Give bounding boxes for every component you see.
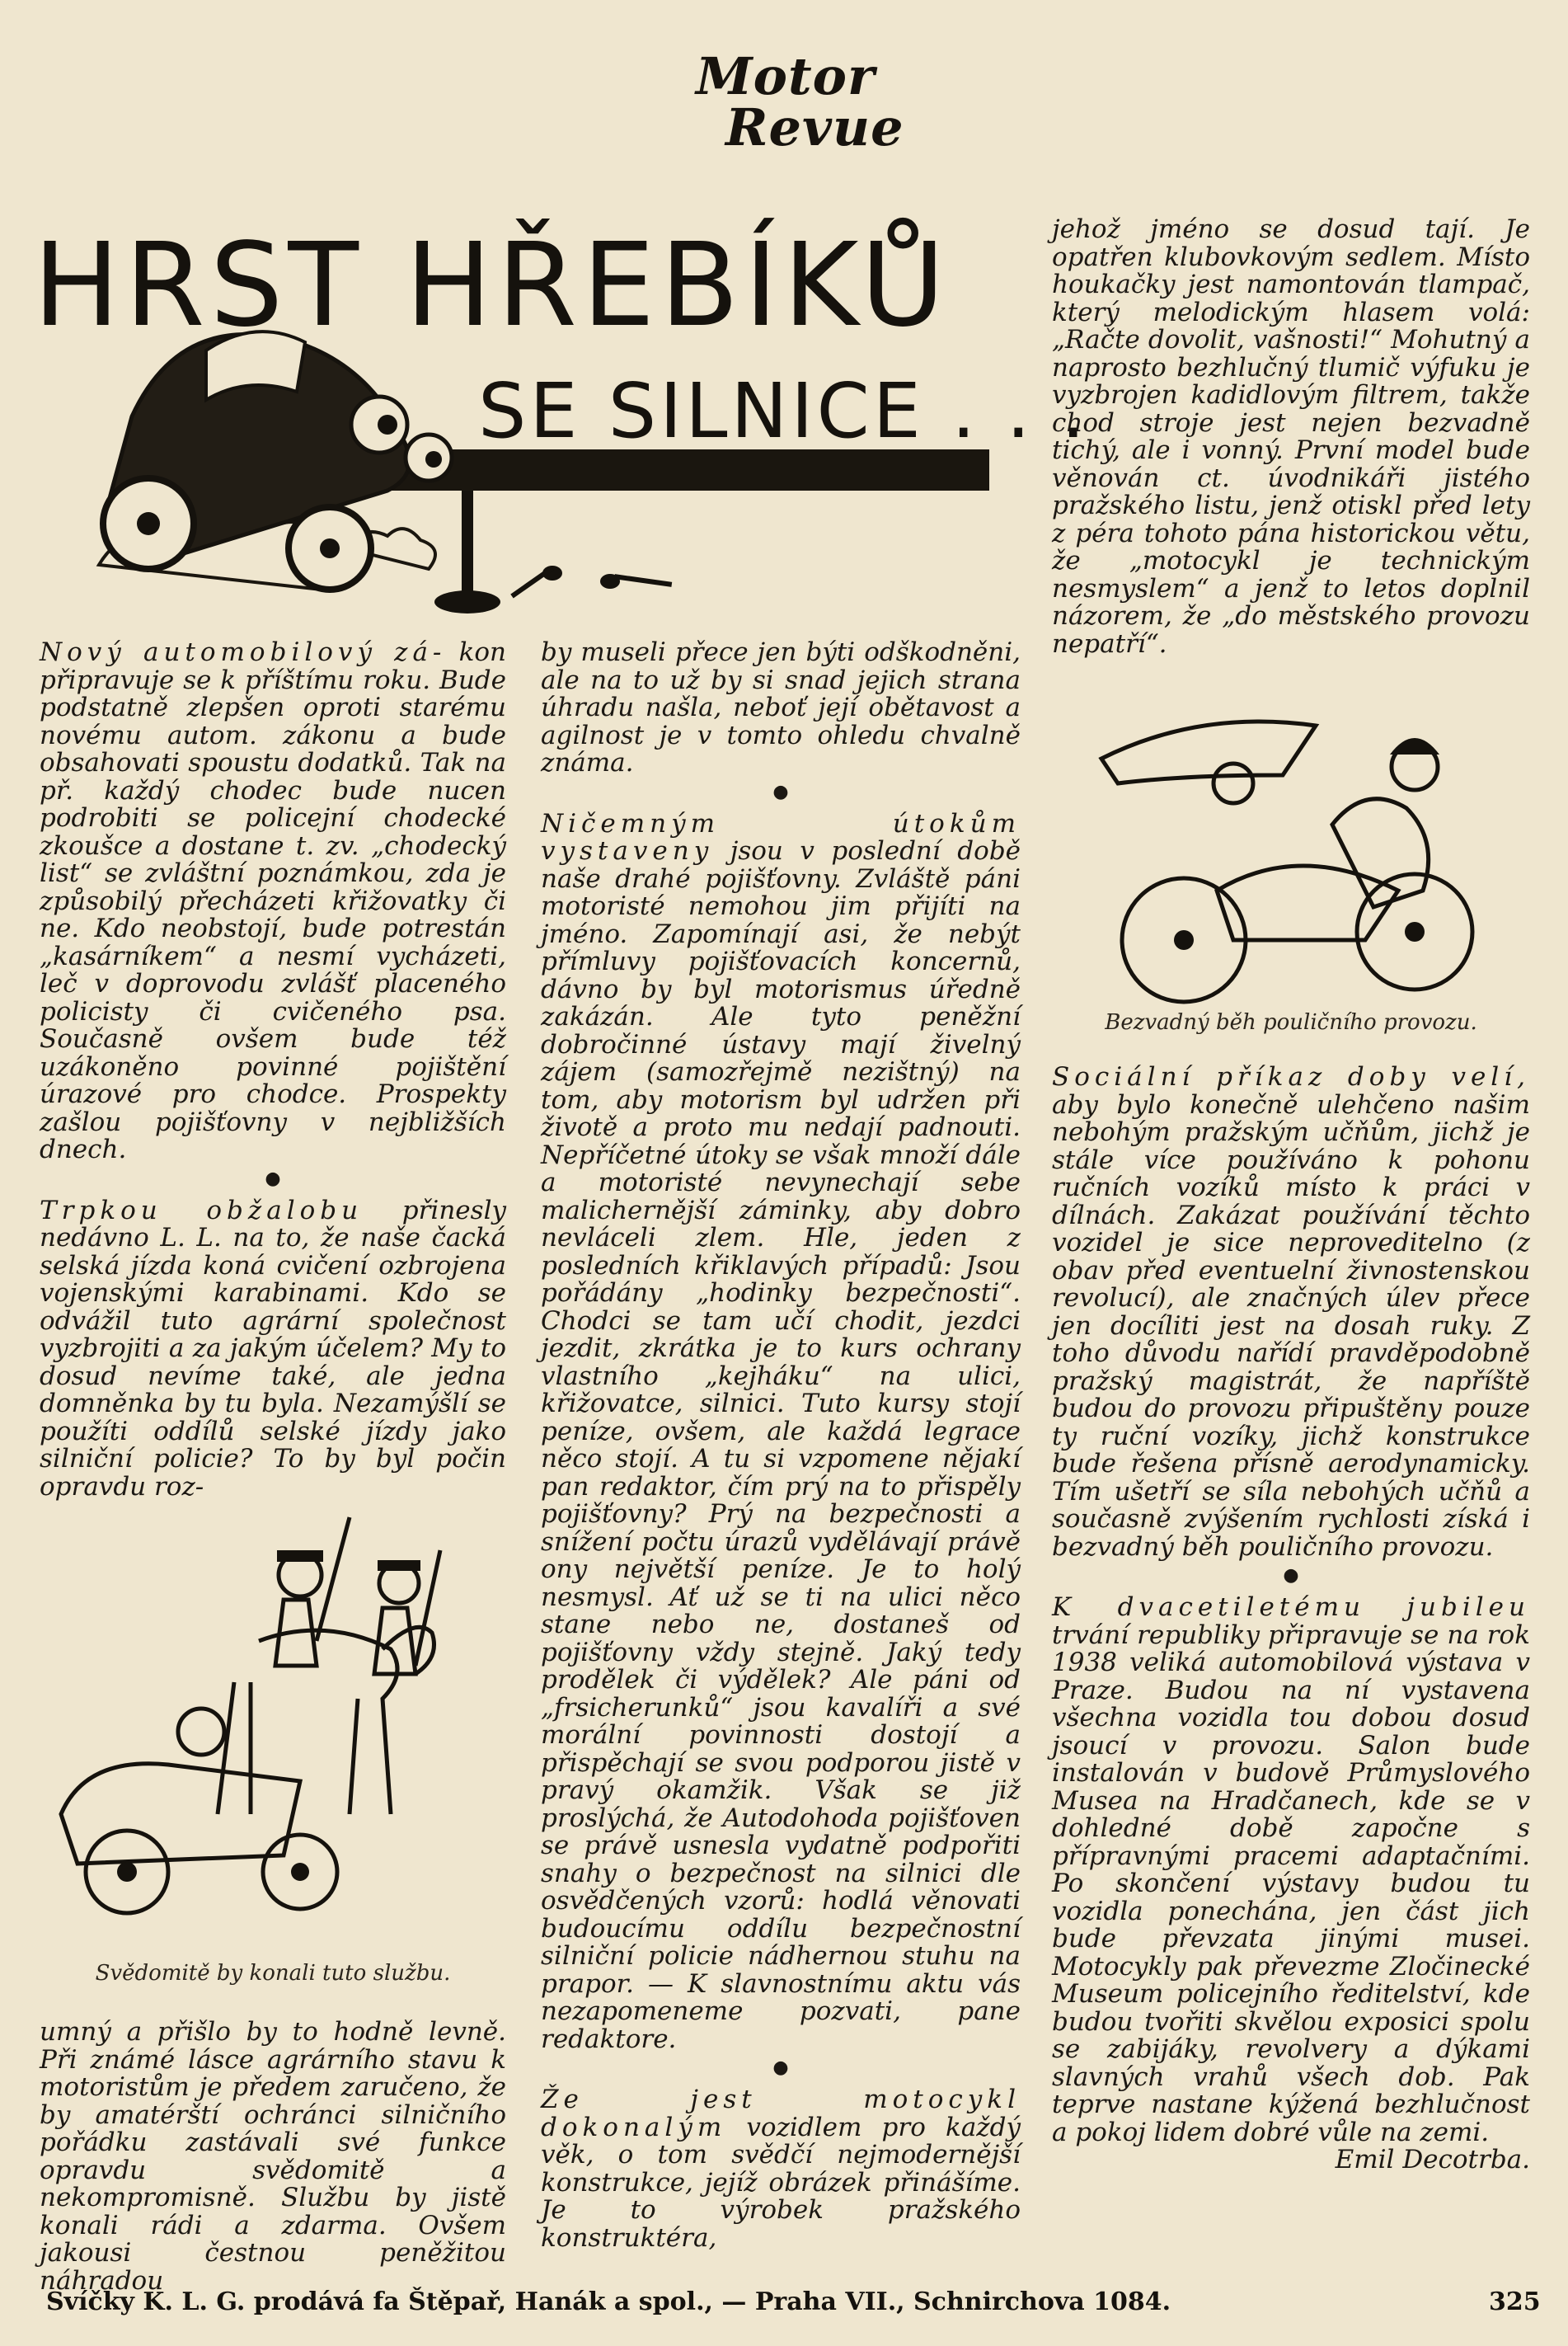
- paragraph: by museli přece jen býti odškodněni, ale na to už by si snad jejich strana úhradu našla, neboť její obětavost a agilnost je v tomto ohledu chvalně známa.: [541, 637, 1021, 778]
- paragraph-lead: Trpkou obžalobu: [40, 1195, 364, 1225]
- paragraph: jehož jméno se dosud tají. Je opatřen klubovkovým sedlem. Místo houkačky jest namontován tlampač, který melodickým hlasem volá: „Račte dovolit, vašnosti!“ Mohutný a naprosto bezhlučný tlumič výfuku je vyzbrojen kadidlovým filtrem, takže chod stroje jest nejen bezvadně tichý, ale i vonný. První model bude věnován ct. úvodnikáři jistého pražského listu, jenž otiskl před lety z péra tohoto pána historickou větu, že „motocykl je technickým nesmyslem“ a jenž to letos doplnil názorem, že „do městského provozu nepatří“.: [1052, 214, 1530, 659]
- paragraph: [1052, 1594, 1530, 2146]
- column-1-continued: [40, 2019, 506, 2295]
- paragraph-lead: Sociální příkaz doby velí,: [1052, 1062, 1530, 1092]
- paragraph-text: trvání republiky připravuje se na rok 1938 veliká automobilová výstava v Praze. Budou na ní vystavena všechna vozidla tou dobou dosud jsoucí v provozu. Salon bude instalován v budově Průmyslového Musea na Hradčanech, kde se v dohledné době započne s přípravnými pracemi adaptačními. Po skončení výstavy budou tu vozidla ponechána, jen část jich bude převzata jinými musei. Motocykly pak převezme Zločinecké Museum policejního ředitelství, kde budou tvořiti skvělou exposici spolu se zabijáky, revolvery a dýkami slavných vrahů všech dob. Pak teprve nastane kýžená bezhlučnost a pokoj lidem dobré vůle na zemi.: [1052, 1620, 1530, 2147]
- paragraph-text: přinesly nedávno L. L. na to, že naše čacká selská jízda koná cvičení ozbrojena vojenskými karabinami. Kdo se odvážil tuto agrární společnost vyzbrojiti a za jakým účelem? My to dosud nevíme také, ale jedna domněnka by tu byla. Nezamýšlí se použíti oddílů selské jízdy jako silniční policie? To by byl počin opravdu roz-: [40, 1195, 506, 1502]
- paragraph-text: vozidlem pro každý věk, o tom svědčí nejmodernější konstrukce, jejíž obrázek přinášíme. Je to výrobek pražského konstruktéra,: [541, 2112, 1021, 2253]
- column-3: [1052, 216, 1530, 658]
- paragraph-text: kon připravuje se k příštímu roku. Bude podstatně zlepšen oproti starému novému autom. zákonu a bude obsahovati spoustu dodatků. Tak na př. každý chodec bude nucen podrobiti se policejní chodecké zkoušce a dostane t. zv. „chodecký list“ se zvláštní poznámkou, zda je způsobilý přecházeti křižovatky či ne. Kdo neobstojí, bude potrestán „kasárníkem“ a nesmí vycházeti, leč v doprovodu zvlášť placeného policisty či cvičeného psa. Současně ovšem bude též uzákoněno povinné pojištění úrazové pro chodce. Prospekty zašlou pojišťovny v nejbližších dnech.: [40, 637, 506, 1164]
- paragraph-text: aby bylo konečně ulehčeno našim nebohým pražským učňům, jichž je stále více používáno k pohonu ručních vozíků místo k práci v dílnách. Zakázat používání těchto vozidel je sice neproveditelno (z obav před eventuelní živnostenskou revolucí), ale značných úlev přece jen docíliti jest na dosah ruky. Z toho důvodu nařídí pravděpodobně pražský magistrát, že napříště budou do provozu připuštěny pouze ty ruční vozíky, jichž konstrukce bude řešena přísně aerodynamicky. Tím ušetří se síla nebohých učňů a současně zvýšením rychlosti získá i bezvadný běh pouličního provozu.: [1052, 1089, 1530, 1562]
- bullet-separator: ●: [1283, 1565, 1299, 1586]
- masthead-line1: Motor: [696, 46, 876, 106]
- footer-advert: Svíčky K. L. G. prodává fa Štěpař, Hanák a spol., — Praha VII., Schnirchova 1084.: [46, 2287, 1171, 2316]
- bullet-separator: ●: [772, 2057, 789, 2078]
- masthead-logo: [692, 43, 904, 158]
- bullet-separator: ●: [772, 781, 789, 802]
- sidecar-police-illustration: [53, 1501, 481, 1930]
- paragraph-text: jsou v poslední době naše drahé pojišťovny. Zvláště páni motoristé nemohou jim přijíti na jméno. Zapomínají asi, že nebýt přímluvy pojišťovacích koncernů, dávno by byl motorismus úředně zakázán. Ale tyto peněžní dobročinné ústavy mají živelný zájem (samozřejmě nezištný) na tom, aby motorism byl udržen při životě a proto mu nedají padnouti. Nepříčetné útoky se však množí dále a motoristé nevynechají sebe malichernější záminky, aby dobro nevláceli zlem. Hle, jeden z posledních křiklavých případů: Jsou pořádány „hodinky bezpečnosti“. Chodci se tam učí chodit, jezdci jezdit, zkrátka je to kurs ochrany vlastního „kejháku“ na ulici, křižovatce, silnici. Tuto kursy stojí peníze, ovšem, ale každá legrace něco stojí. A tu si vzpomene nějakí pan redaktor, čím prý na to přispěly pojišťovny? Prý na bezpečnosti a snížení počtu úrazů vydělávají právě ony největší peníze. Je to holý nesmysl. Ať už se ti na ulici něco stane nebo ne, dostaneš od pojišťovny vždy stejně. Jaký tedy prodělek či výdělek? Ale páni od „frsicherunků“ jsou kavalíři a své morální povinnosti dostojí a přispěchají se svou podporou jistě v pravý okamžik. Však se již proslýchá, že Autodohoda pojišťoven se právě usnesla vydatně podpořiti snahy o bezpečnost na silnici dle osvědčených vzorů: hodlá věnovati budoucímu oddílu bezpečnostní silniční policie nádhernou stuhu na prapor. — K slavnostnímu aktu vás nezapomeneme pozvati, pane redaktore.: [541, 836, 1021, 2054]
- author-signature: Emil Decotrba.: [1335, 2145, 1530, 2174]
- paragraph: [541, 2086, 1021, 2252]
- paragraph-lead: K dvacetiletému jubileu: [1052, 1592, 1530, 1622]
- headline-subtitle: SE SILNICE . . .: [478, 367, 1089, 455]
- column-1: [40, 639, 506, 1501]
- bullet-separator: ●: [265, 1168, 281, 1189]
- headline-title: HRST HŘEBÍKŮ: [33, 219, 951, 353]
- headline-illustration: [33, 202, 1089, 639]
- paragraph: [40, 639, 506, 1164]
- illustration-caption-1: Svědomitě by konali tuto službu.: [95, 1961, 451, 1986]
- paragraph: [1052, 1064, 1530, 1561]
- column-3-continued: [1052, 1064, 1530, 2174]
- masthead-line2: Revue: [725, 97, 904, 157]
- paragraph-lead: Že jest motocykl dokonalým: [541, 2085, 1021, 2142]
- page-number: 325: [1489, 2287, 1541, 2316]
- paragraph-lead: Nový automobilový zá-: [40, 637, 447, 667]
- column-2: [541, 639, 1021, 2252]
- illustration-caption-2: Bezvadný běh pouličního provozu.: [1105, 1010, 1477, 1035]
- paragraph: umný a přišlo by to hodně levně. Při známé lásce agrárního stavu k motoristům je předem zaručeno, že by amatérští ochránci silničního pořádku zastávali své funkce opravdu svědomitě a nekompromisně. Službu by jistě konali rádi a zdarma. Ovšem jakousi čestnou peněžitou náhradou: [40, 2017, 506, 2296]
- paragraph: [541, 808, 1021, 2054]
- motorcycle-rider-illustration: [1085, 676, 1497, 1023]
- paragraph: [40, 1197, 506, 1502]
- paragraph-lead: Ničemným útokům vystaveny: [541, 808, 1021, 866]
